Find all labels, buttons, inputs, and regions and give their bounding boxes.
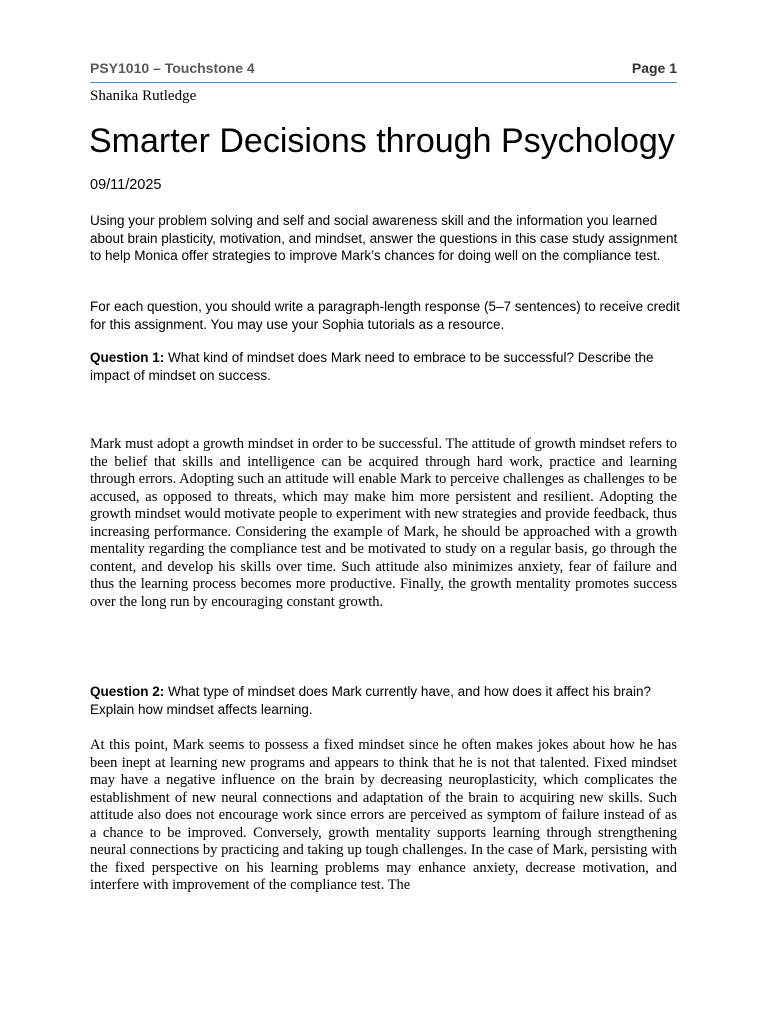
question-prompt	[90, 349, 680, 384]
answer-paragraph: Mark must adopt a growth mindset in order to be successful. The attitude of growth mindset refers to the belief that skills and intelligence can be acquired through hard work, practice and learning through errors. Adopting such an attitude will enable Mark to perceive challenges as challenges to be accused, as opposed to threats, which may make him more persistent and resilient. Adopting the growth mindset would motivate people to experiment with new strategies and provide feedback, thus increasing performance. Considering the example of Mark, he should be approached with a growth mentality regarding the compliance test and be motivated to study on a regular basis, go through the content, and develop his skills over time. Such attitude also minimizes anxiety, fear of failure and thus the learning process becomes more productive. Finally, the growth mentality promotes success over the long run by encouraging constant growth.	[90, 436, 677, 610]
answer-paragraph: At this point, Mark seems to possess a fixed mindset since he often makes jokes about how he has been inept at learning new programs and appears to think that he is not that talented. Fixed mindset may have a negative influence on the brain by decreasing neuroplasticity, which complicates the establishment of new neural connections and adaptation of the brain to acquiring new skills. Such attitude also does not encourage work since errors are perceived as symptom of failure instead of as a chance to be improved. Conversely, growth mentality supports learning through strengthening neural connections by practicing and taking up tough challenges. In the case of Mark, persisting with the fixed perspective on his learning problems may enhance anxiety, decrease motivation, and interfere with improvement of the compliance test. The	[90, 737, 677, 893]
instructions-paragraph: Using your problem solving and self and social awareness skill and the information you learned about brain plasticity, motivation, and mindset, answer the questions in this case study assignment to help Monica offer strategies to improve Mark’s chances for doing well on the compliance test.	[90, 213, 678, 263]
document-title: Smarter Decisions through Psychology	[89, 122, 675, 160]
question-text: What kind of mindset does Mark need to embrace to be successful? Describe the impact of mindset on success.	[90, 350, 654, 383]
question-prompt	[90, 683, 680, 718]
question-label: Question 2:	[90, 684, 165, 699]
document-date: 09/11/2025	[90, 177, 162, 193]
author-name: Shanika Rutledge	[90, 88, 197, 104]
page-number: Page 1	[631, 60, 677, 76]
question-text: What type of mindset does Mark currently have, and how does it affect his brain? Explain how mindset affects learning.	[90, 684, 652, 717]
course-title: PSY1010 – Touchstone 4	[90, 60, 255, 76]
page-header	[90, 60, 677, 83]
question-label: Question 1:	[90, 350, 165, 365]
instructions-paragraph: For each question, you should write a paragraph-length response (5–7 sentences) to receive credit for this assignment. You may use your Sophia tutorials as a resource.	[90, 299, 680, 332]
